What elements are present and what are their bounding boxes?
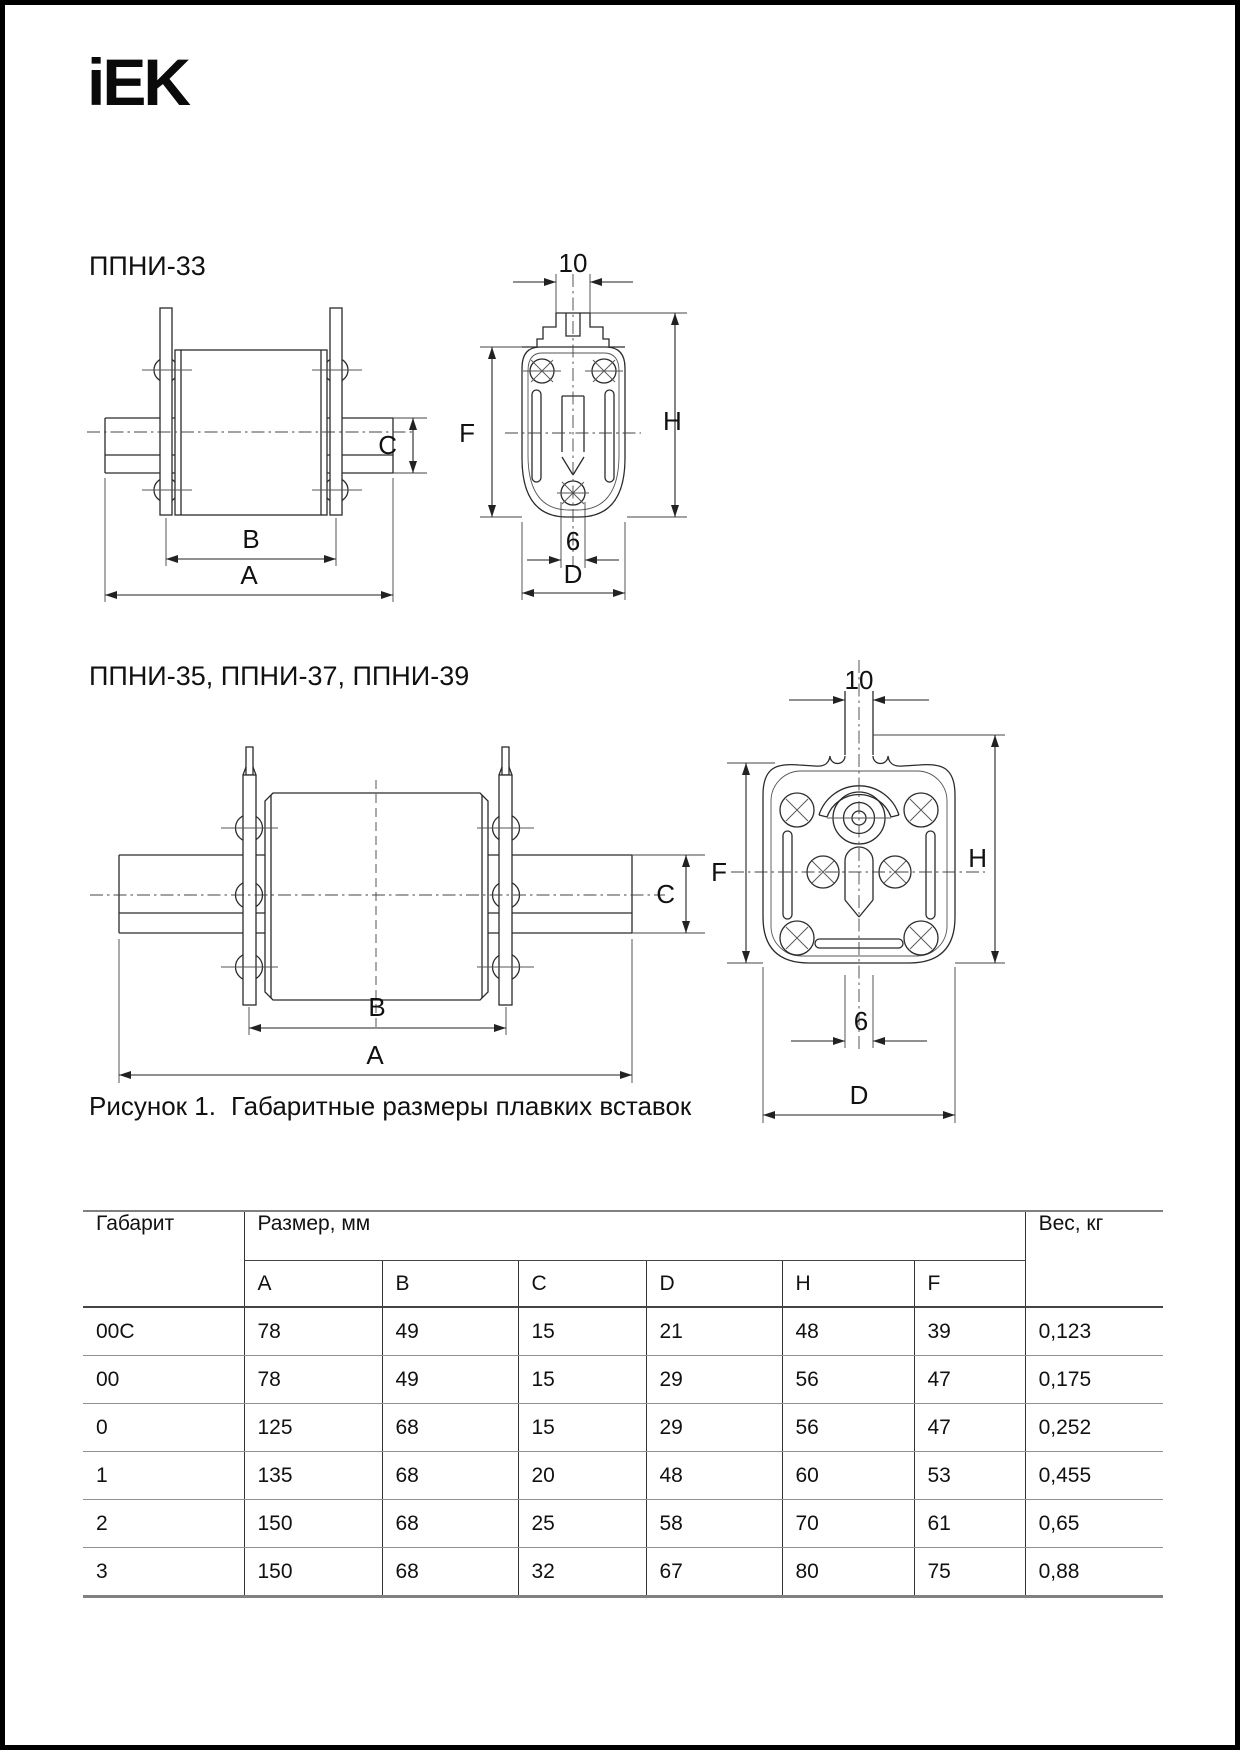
cell-size: 70 [782, 1500, 914, 1548]
drawing1-figure [75, 230, 695, 620]
dim-label-c: C [378, 430, 397, 460]
cell-size: 47 [914, 1404, 1025, 1452]
dim-label-6: 6 [853, 1006, 869, 1036]
cell-size: 25 [518, 1500, 646, 1548]
dim-label-h: H [663, 406, 682, 436]
cell-gabarit: 3 [83, 1548, 244, 1597]
side-view [87, 308, 427, 602]
dim-label-b: B [368, 992, 386, 1022]
dimensions-table [83, 1210, 1163, 1598]
cell-size: 68 [382, 1452, 518, 1500]
cell-size: 78 [244, 1307, 382, 1356]
cell-weight: 0,65 [1025, 1500, 1163, 1548]
cell-size: 68 [382, 1500, 518, 1548]
table-row [83, 1404, 1163, 1452]
cell-size: 32 [518, 1548, 646, 1597]
dim-label-a: A [366, 1040, 384, 1070]
size-col-header-d: D [646, 1261, 782, 1308]
cell-size: 61 [914, 1500, 1025, 1548]
cell-size: 47 [914, 1356, 1025, 1404]
size-col-header-h: H [782, 1261, 914, 1308]
figure-caption [89, 1091, 691, 1122]
cell-weight: 0,252 [1025, 1404, 1163, 1452]
table-row [83, 1452, 1163, 1500]
dim-label-h: H [968, 843, 987, 873]
cell-gabarit: 1 [83, 1452, 244, 1500]
dim-label-10: 10 [844, 665, 874, 695]
side-view [90, 747, 705, 1083]
cell-size: 60 [782, 1452, 914, 1500]
cell-size: 150 [244, 1500, 382, 1548]
table-row [83, 1356, 1163, 1404]
drawing2-title: ППНИ-35, ППНИ-37, ППНИ-39 [89, 661, 470, 691]
cell-size: 58 [646, 1500, 782, 1548]
dim-label-a: A [240, 560, 258, 590]
cell-size: 15 [518, 1356, 646, 1404]
cell-size: 68 [382, 1548, 518, 1597]
table-header-row [83, 1211, 1163, 1261]
cell-size: 21 [646, 1307, 782, 1356]
figure-caption-text: Габаритные размеры плавких вставок [230, 1091, 692, 1121]
table-row [83, 1500, 1163, 1548]
dim-label-6: 6 [565, 526, 581, 556]
cell-size: 15 [518, 1404, 646, 1452]
cell-size: 29 [646, 1356, 782, 1404]
cell-size: 78 [244, 1356, 382, 1404]
cell-size: 80 [782, 1548, 914, 1597]
cell-size: 75 [914, 1548, 1025, 1597]
size-col-header-c: C [518, 1261, 646, 1308]
cell-size: 150 [244, 1548, 382, 1597]
cell-weight: 0,175 [1025, 1356, 1163, 1404]
dim-label-f: F [711, 857, 727, 887]
cell-size: 49 [382, 1356, 518, 1404]
col-header-weight: Вес, кг [1025, 1211, 1163, 1307]
table-row [83, 1548, 1163, 1597]
cell-size: 49 [382, 1307, 518, 1356]
cell-size: 48 [646, 1452, 782, 1500]
iek-logo: iEK [87, 45, 189, 119]
cell-gabarit: 00C [83, 1307, 244, 1356]
cell-size: 56 [782, 1404, 914, 1452]
cell-weight: 0,88 [1038, 1559, 1080, 1583]
cell-weight: 0,455 [1025, 1452, 1163, 1500]
cell-size: 48 [782, 1307, 914, 1356]
size-col-header-f: F [914, 1261, 1025, 1308]
cell-gabarit: 2 [83, 1500, 244, 1548]
col-header-gabarit: Габарит [83, 1211, 244, 1307]
cell-size: 15 [518, 1307, 646, 1356]
cell-gabarit: 00 [83, 1356, 244, 1404]
dim-label-d: D [849, 1080, 869, 1110]
cell-size: 53 [914, 1452, 1025, 1500]
dim-label-f: F [459, 418, 475, 448]
table-body [83, 1307, 1163, 1597]
size-subheader-row [83, 1261, 1163, 1308]
figure-caption-number: Рисунок 1. [89, 1091, 216, 1121]
dim-label-c: C [656, 879, 675, 909]
drawing2-figure [75, 645, 1015, 1125]
dim-label-10: 10 [558, 248, 588, 278]
cell-size: 29 [646, 1404, 782, 1452]
front-view [711, 660, 1005, 1123]
cell-size: 135 [244, 1452, 382, 1500]
cell-size: 39 [914, 1307, 1025, 1356]
table-row [83, 1307, 1163, 1356]
cell-size: 67 [646, 1548, 782, 1597]
cell-size: 20 [518, 1452, 646, 1500]
front-view [459, 248, 687, 600]
cell-gabarit: 0 [83, 1404, 244, 1452]
size-col-header-b: B [382, 1261, 518, 1308]
cell-size: 125 [244, 1404, 382, 1452]
col-header-size: Размер, мм [244, 1211, 1025, 1261]
size-col-header-a: A [244, 1261, 382, 1308]
dim-label-d: D [563, 559, 583, 589]
cell-size: 68 [382, 1404, 518, 1452]
cell-weight: 0,123 [1025, 1307, 1163, 1356]
cell-size: 56 [782, 1356, 914, 1404]
drawing1-title: ППНИ-33 [89, 251, 206, 281]
dim-label-b: B [242, 524, 260, 554]
